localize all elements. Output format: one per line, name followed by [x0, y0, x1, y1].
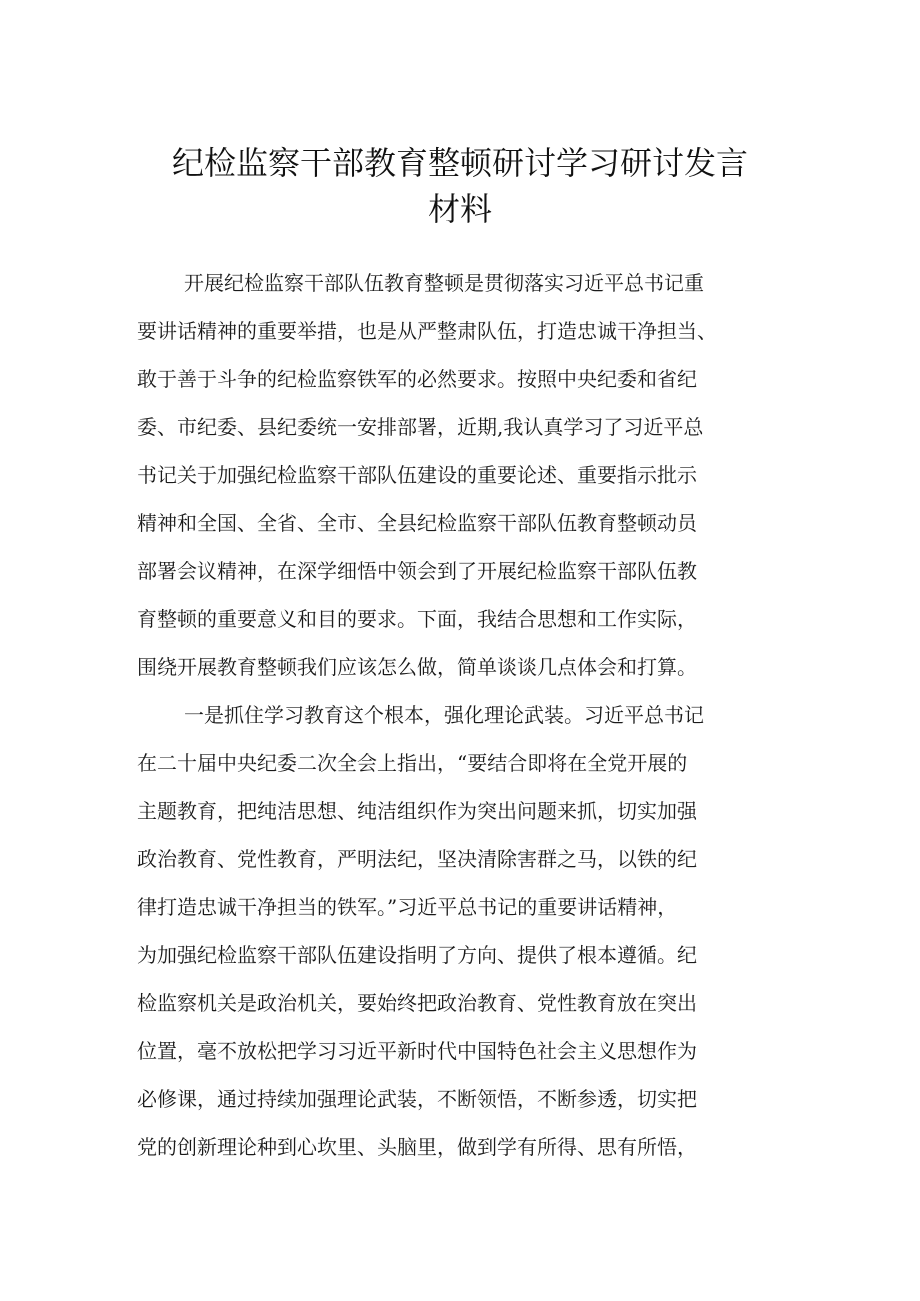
paragraph-2-line: 在二十届中央纪委二次全会上指出，“要结合即将在全党开展的: [137, 751, 688, 775]
document-title: [0, 140, 920, 232]
title-line-1: 纪检监察干部教育整顿研讨学习研讨发言: [171, 144, 748, 182]
paragraph-1-line: 委、市纪委、县纪委统一安排部署，近期,我认真学习了习近平总: [137, 415, 704, 439]
paragraph-2-line: 必修课，通过持续加强理论武装，不断领悟，不断参透，切实把: [137, 1087, 697, 1111]
paragraph-2-line: 检监察机关是政治机关，要始终把政治教育、党性教育放在突出: [137, 991, 697, 1015]
paragraph-2-line: 位置，毫不放松把学习习近平新时代中国特色社会主义思想作为: [137, 1039, 697, 1063]
paragraph-1-line: 部署会议精神，在深学细悟中领会到了开展纪检监察干部队伍教: [137, 559, 697, 583]
paragraph-1-line: 要讲话精神的重要举措，也是从严整肃队伍，打造忠诚干净担当、: [137, 319, 717, 343]
paragraph-2-line: 一是抓住学习教育这个根本，强化理论武装。习近平总书记: [184, 703, 704, 727]
paragraph-2-line: 政治教育、党性教育，严明法纪，坚决清除害群之马，以铁的纪: [137, 847, 697, 871]
paragraph-1-line: 精神和全国、全省、全市、全县纪检监察干部队伍教育整顿动员: [137, 511, 697, 535]
paragraph-2-line: 党的创新理论种到心坎里、头脑里，做到学有所得、思有所悟，: [137, 1135, 697, 1159]
paragraph-2-line: 为加强纪检监察干部队伍建设指明了方向、提供了根本遵循。纪: [137, 943, 697, 967]
paragraph-1-line: 敢于善于斗争的纪检监察铁军的必然要求。按照中央纪委和省纪: [137, 367, 697, 391]
paragraph-1-line: 育整顿的重要意义和目的要求。下面，我结合思想和工作实际，: [137, 607, 697, 631]
paragraph-1-line: 开展纪检监察干部队伍教育整顿是贯彻落实习近平总书记重: [184, 271, 704, 295]
title-line-2: 材料: [427, 190, 492, 228]
paragraph-1-line: 书记关于加强纪检监察干部队伍建设的重要论述、重要指示批示: [137, 463, 697, 487]
paragraph-1-line: 围绕开展教育整顿我们应该怎么做，简单谈谈几点体会和打算。: [137, 655, 697, 679]
paragraph-2-line: 主题教育，把纯洁思想、纯洁组织作为突出问题来抓，切实加强: [137, 799, 697, 823]
paragraph-2-line: 律打造忠诚干净担当的铁军。”习近平总书记的重要讲话精神，: [137, 895, 678, 919]
